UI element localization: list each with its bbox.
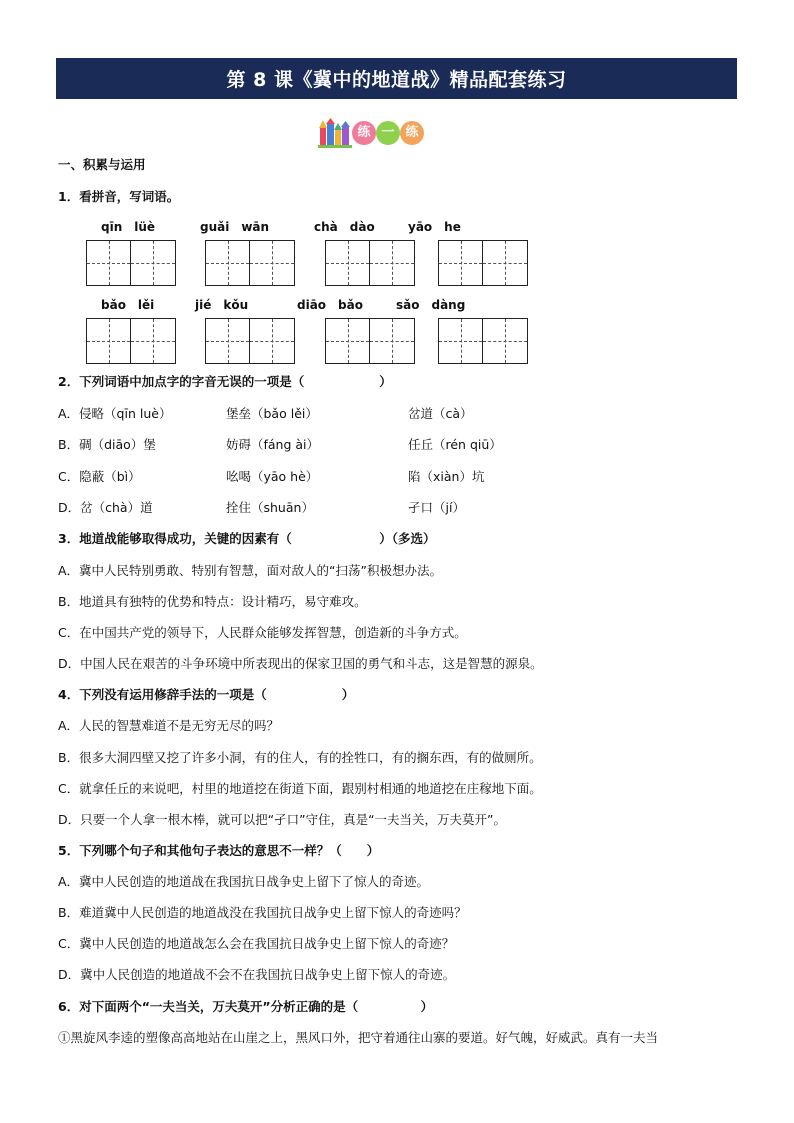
section-heading: 一、积累与运用: [58, 157, 146, 172]
q3-option-c: C．在中国共产党的领导下，人民群众能够发挥智慧，创造新的斗争方式。: [58, 625, 467, 640]
q4-option-d: D．只要一个人拿一根木棒，就可以把“孑口”守住，真是“一夫当关，万夫莫开”。: [58, 812, 507, 827]
pinyin-label: qīn lüè: [101, 220, 156, 234]
pinyin-label: yāo he: [408, 220, 461, 234]
question-5-stem: 5．下列哪个句子和其他句子表达的意思不一样？（ ）: [58, 843, 380, 858]
q5-option-b: B．难道冀中人民创造的地道战没在我国抗日战争史上留下惊人的奇迹吗？: [58, 905, 467, 920]
q4-option-c: C．就拿任丘的来说吧，村里的地道挖在街道下面，跟别村相通的地道挖在庄稼地下面。: [58, 781, 542, 796]
writing-grid[interactable]: [438, 318, 528, 364]
q5-option-d: D．冀中人民创造的地道战不会不在我国抗日战争史上留下惊人的奇迹。: [58, 967, 456, 982]
badge-char-1: 练: [352, 121, 376, 145]
writing-grid[interactable]: [325, 318, 415, 364]
q2-option-d-3: 孑口（jí）: [408, 500, 465, 515]
question-2-stem: 2．下列词语中加点字的字音无误的一项是（ ）: [58, 374, 392, 389]
q2-option-c-1: C．隐蔽（bì）: [58, 469, 141, 484]
q3-option-d: D．中国人民在艰苦的斗争环境中所表现出的保家卫国的勇气和斗志，这是智慧的源泉。: [58, 656, 543, 671]
badge-char-3: 练: [400, 121, 424, 145]
q4-option-b: B．很多大洞四壁又挖了许多小洞，有的住人，有的拴牲口，有的搁东西，有的做厕所。: [58, 750, 542, 765]
writing-grid[interactable]: [438, 240, 528, 286]
writing-grid[interactable]: [205, 240, 295, 286]
practice-badge: [318, 118, 428, 148]
writing-grid[interactable]: [325, 240, 415, 286]
q3-option-a: A．冀中人民特别勇敢、特别有智慧，面对敌人的“扫荡”积极想办法。: [58, 563, 443, 578]
question-1-stem: 1．看拼音，写词语。: [58, 189, 180, 204]
q5-option-a: A．冀中人民创造的地道战在我国抗日战争史上留下了惊人的奇迹。: [58, 874, 430, 889]
writing-grid[interactable]: [86, 318, 176, 364]
q2-option-a-3: 岔道（cà）: [408, 406, 473, 421]
q2-option-c-2: 吆喝（yāo hè）: [226, 469, 319, 484]
q6-passage-1: ①黑旋风李逵的塑像高高地站在山崖之上，黑风口外，把守着通往山寨的要道。好气魄，好威武。真有一夫当: [58, 1030, 659, 1045]
question-3-stem: 3．地道战能够取得成功，关键的因素有（ ）（多选）: [58, 531, 436, 546]
q2-option-b-2: 妨碍（fáng ài）: [226, 437, 320, 452]
q4-option-a: A．人民的智慧难道不是无穷无尽的吗？: [58, 718, 280, 733]
question-4-stem: 4．下列没有运用修辞手法的一项是（ ）: [58, 687, 355, 702]
writing-grid[interactable]: [86, 240, 176, 286]
pinyin-label: diāo bǎo: [297, 298, 363, 312]
pinyin-label: guǎi wān: [200, 220, 270, 234]
q2-option-b-3: 任丘（rén qiū）: [408, 437, 502, 452]
q2-option-c-3: 陷（xiàn）坑: [408, 469, 485, 484]
q2-option-a-2: 堡垒（bǎo lěi）: [226, 406, 318, 421]
q3-option-b: B．地道具有独特的优势和特点：设计精巧，易守难攻。: [58, 594, 367, 609]
q2-option-d-2: 拴住（shuān）: [226, 500, 314, 515]
q2-option-b-1: B．碉（diāo）堡: [58, 437, 156, 452]
question-6-stem: 6．对下面两个“一夫当关，万夫莫开”分析正确的是（ ）: [58, 999, 434, 1014]
pinyin-label: sǎo dàng: [396, 298, 466, 312]
building-logo-icon: [318, 118, 352, 148]
writing-grid[interactable]: [205, 318, 295, 364]
q2-option-d-1: D．岔（chà）道: [58, 500, 153, 515]
page-title: 第 8 课《冀中的地道战》精品配套练习: [56, 58, 737, 99]
q5-option-c: C．冀中人民创造的地道战怎么会在我国抗日战争史上留下惊人的奇迹？: [58, 936, 455, 951]
pinyin-label: jié kǒu: [195, 298, 249, 312]
badge-char-2: 一: [376, 121, 400, 145]
pinyin-label: bǎo lěi: [101, 298, 155, 312]
pinyin-label: chà dào: [314, 220, 375, 234]
q2-option-a-1: A．侵略（qīn luè）: [58, 406, 172, 421]
